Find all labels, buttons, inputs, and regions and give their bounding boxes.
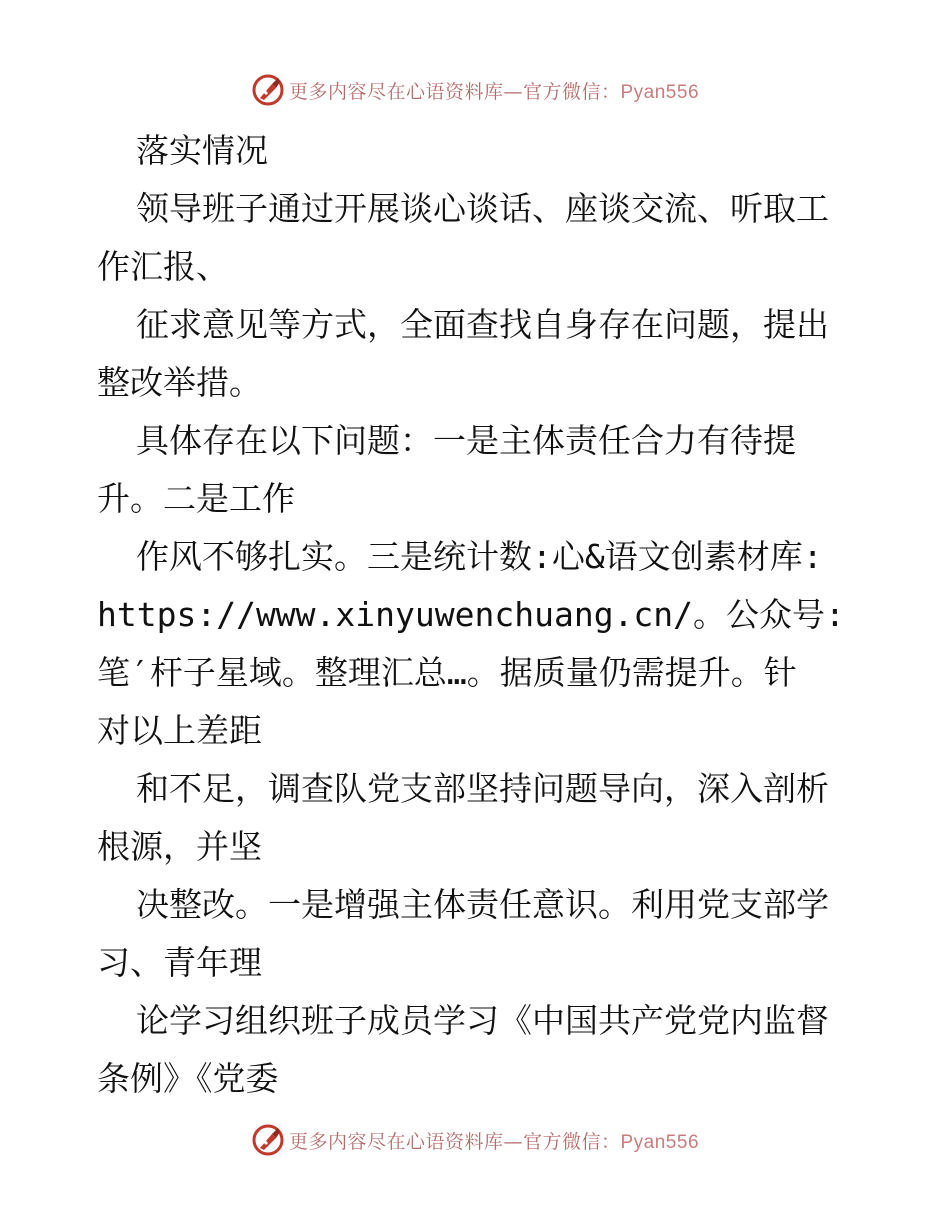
body-line: 笔′杆子星域。整理汇总…。据质量仍需提升。针 — [97, 653, 797, 692]
pen-nib-logo-icon — [251, 1123, 285, 1157]
body-line: 升。二是工作 — [97, 479, 295, 518]
header-banner — [0, 72, 950, 108]
body-line: 对以上差距 — [97, 711, 262, 750]
document-body — [97, 122, 857, 1108]
body-line: https://www.xinyuwenchuang.cn/。公众号: — [97, 595, 845, 634]
header-banner-text: 更多内容尽在心语资料库—官方微信： — [288, 80, 621, 103]
footer-banner — [0, 1122, 950, 1158]
body-line: 和不足，调查队党支部坚持问题导向，深入剖析 — [136, 769, 829, 808]
body-line: 作风不够扎实。三是统计数:心&语文创素材库: — [136, 537, 823, 576]
body-line: 作汇报、 — [97, 247, 229, 286]
header-banner-handle: Pyan556 — [620, 81, 700, 103]
footer-banner-handle: Pyan556 — [620, 1131, 700, 1153]
body-line: 具体存在以下问题：一是主体责任合力有待提 — [136, 421, 796, 460]
body-line: 论学习组织班子成员学习《中国共产党党内监督 — [136, 1001, 829, 1040]
body-line: 整改举措。 — [97, 363, 262, 402]
body-line: 征求意见等方式，全面查找自身存在问题，提出 — [136, 305, 829, 344]
body-line: 条例》《党委 — [97, 1059, 279, 1098]
body-line: 决整改。一是增强主体责任意识。利用党支部学 — [136, 885, 829, 924]
footer-banner-text: 更多内容尽在心语资料库—官方微信： — [288, 1130, 621, 1153]
body-line: 习、青年理 — [97, 943, 262, 982]
body-line: 领导班子通过开展谈心谈话、座谈交流、听取工 — [136, 189, 829, 228]
pen-nib-logo-icon — [251, 73, 285, 107]
body-line: 根源，并坚 — [97, 827, 262, 866]
body-line: 落实情况 — [136, 131, 268, 170]
